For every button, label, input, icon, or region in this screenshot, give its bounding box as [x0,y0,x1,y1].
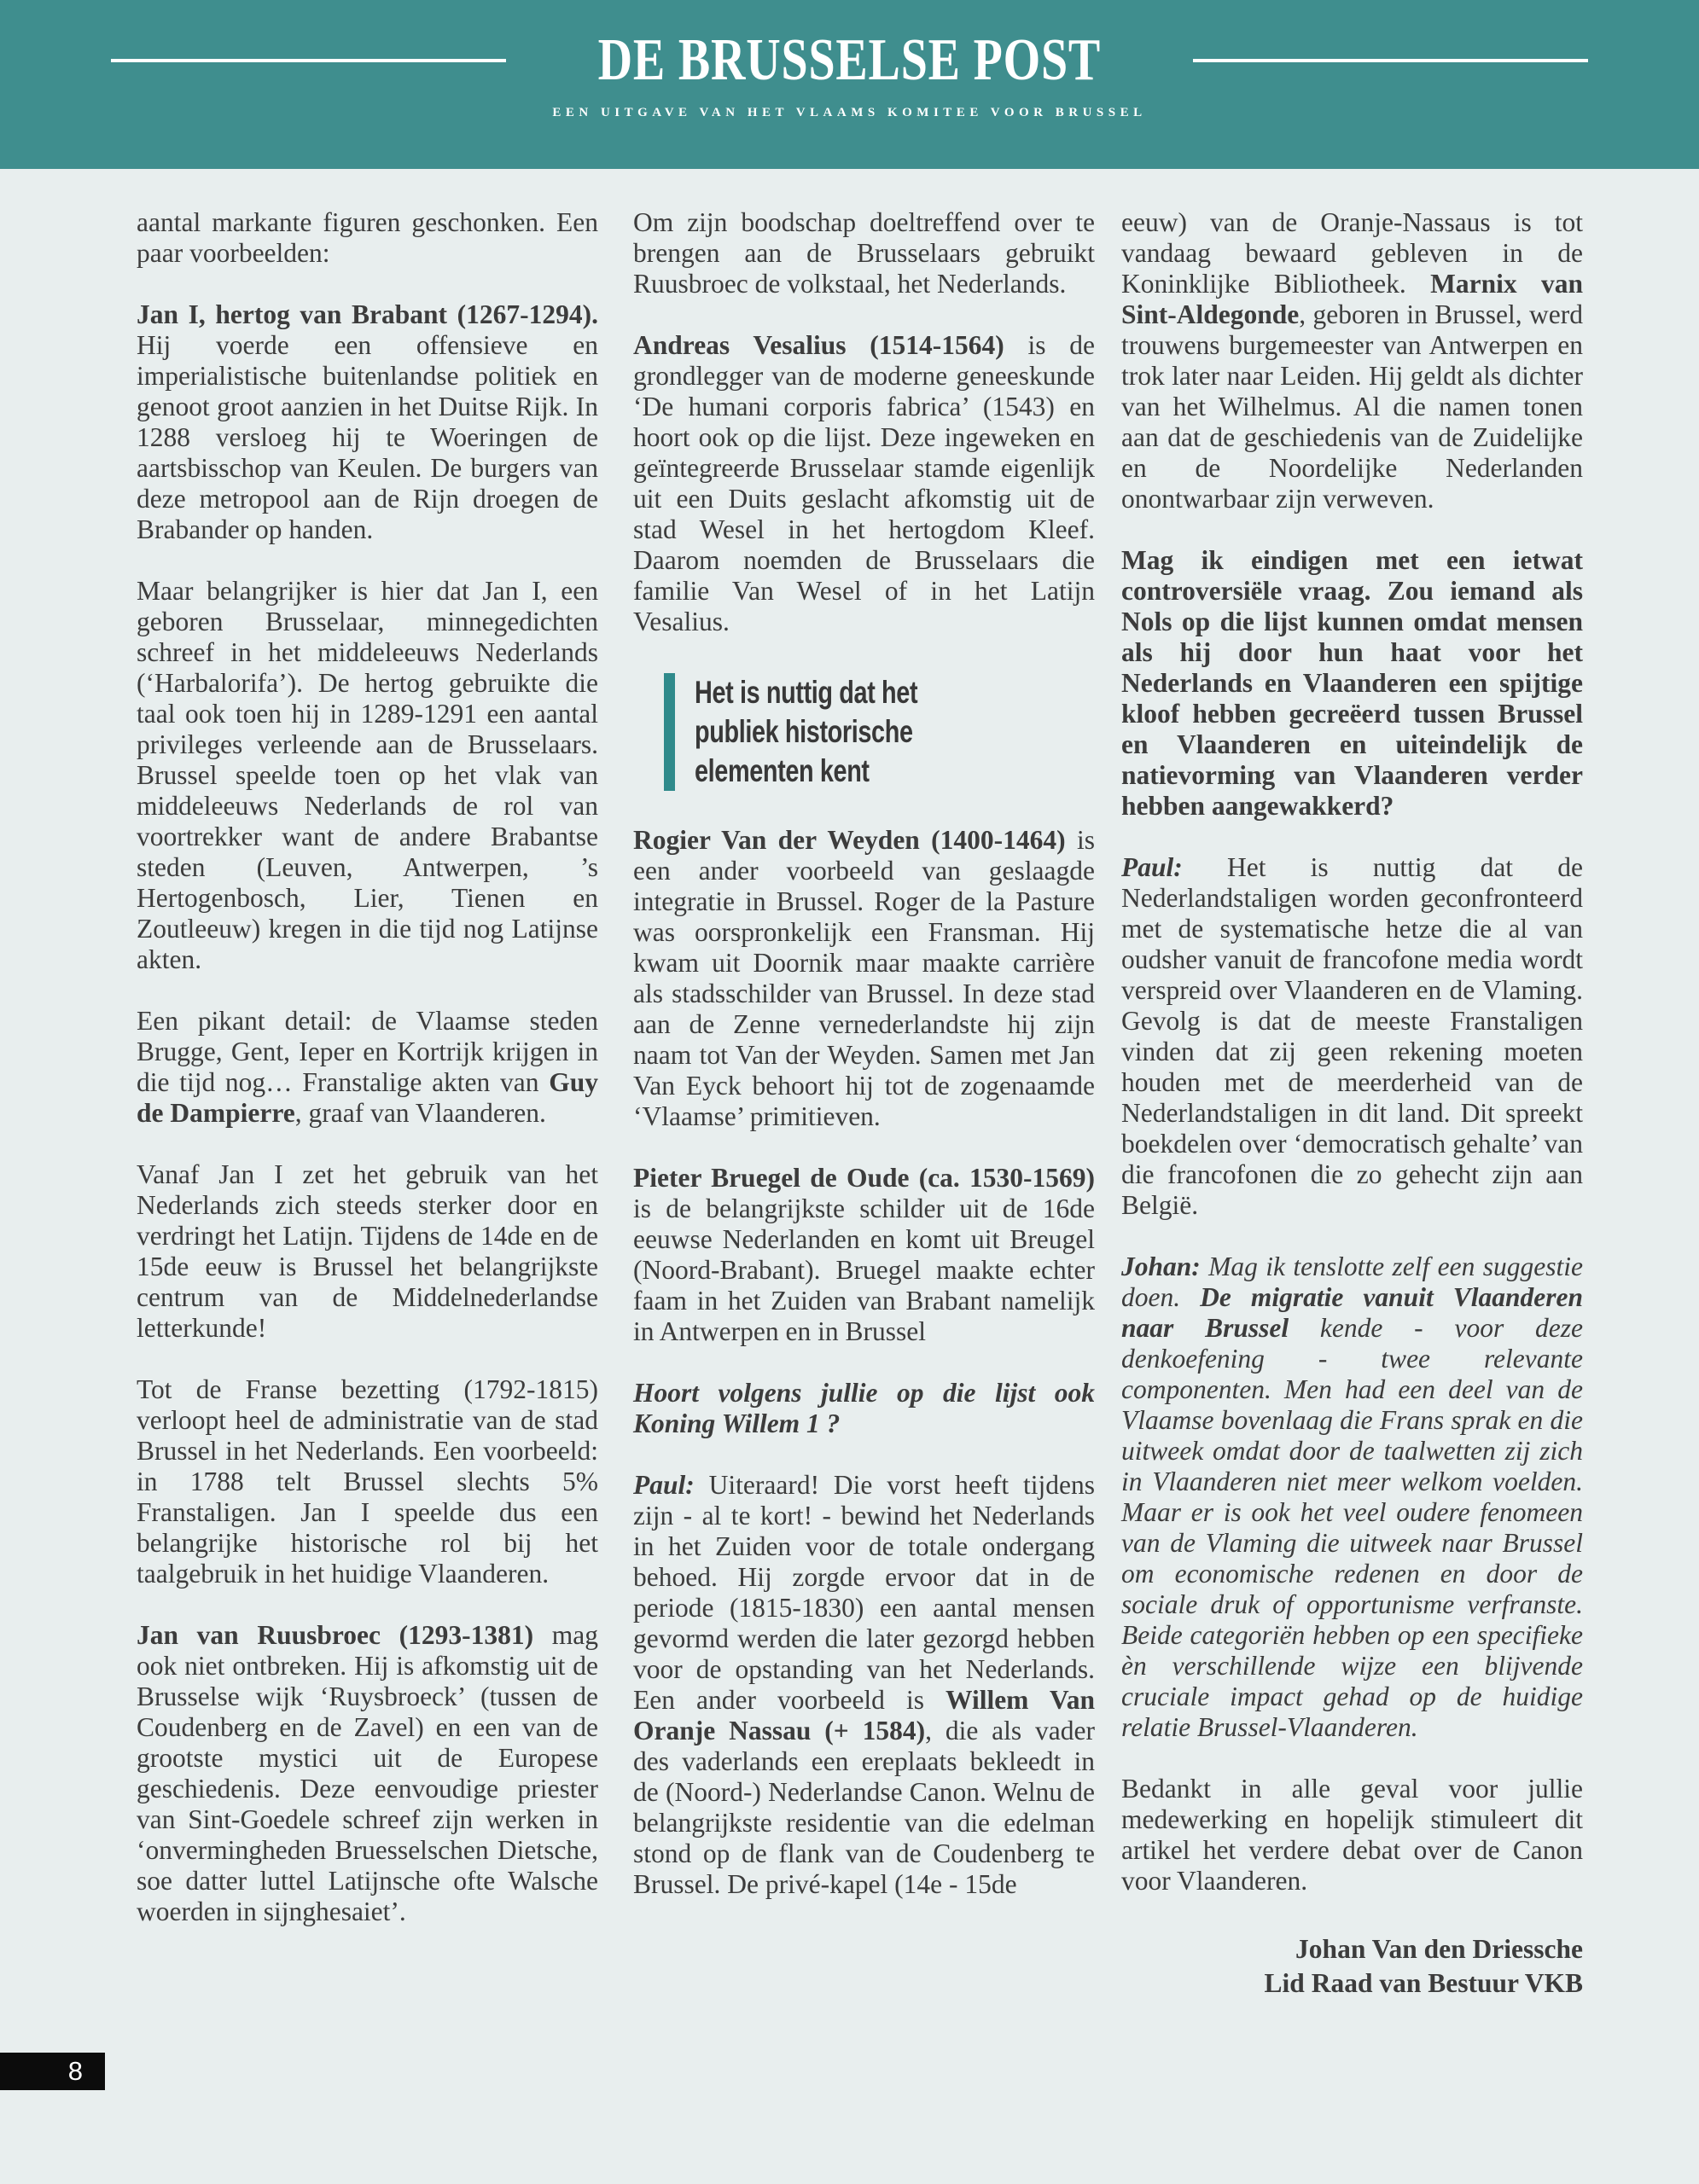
pull-quote-text: Het is nuttig dat het publiek historische elementen kent [695,675,918,788]
text-run: is de belangrijkste schilder uit de 16de eeuwse Nederlanden en komt uit Breugel (Noord-Brabant). Bruegel maakte echter faam in het Zuiden van Brabant namelijk in Antwerpen en in Brussel [633,1194,1095,1346]
signature [1121,1932,1583,2001]
text-run: Mag ik tenslotte zelf een suggestie doen. [1121,1252,1583,1312]
signature-line: Lid Raad van Bestuur VKB [1264,1968,1583,1998]
masthead-rule-left [111,59,506,62]
text-run: Het is nuttig dat de Nederlandstaligen worden geconfronteerd met de systematische hetze die al van oudsher vanuit de francofone media wordt verspreid over Vlaanderen en de Vlaming. Gevolg is dat de meeste Franstaligen vinden dat zij geen rekening moeten houden met de meerderheid van de Nederlandstaligen in dit land. Dit spreekt boekdelen over ‘democratisch gehalte’ van die francofonen die zo gehecht zijn aan België. [1121,852,1583,1220]
text-run: Rogier Van der Weyden (1400-1464) [633,825,1066,855]
paragraph [137,1620,598,1927]
text-run: Andreas Vesalius (1514-1564) [633,330,1004,360]
text-run: is een ander voorbeeld van geslaagde integratie in Brussel. Roger de la Pasture was oorspronkelijk een Fransman. Hij kwam uit Doornik maar maakte carrière als stadsschilder van Brussel. In deze stad aan de Zenne vernederlandste hij zijn naam tot Van der Weyden. Samen met Jan Van Eyck behoort hij tot de zogenaamde ‘Vlaamse’ primitieven. [633,825,1095,1131]
text-run: Pieter Bruegel de Oude (ca. 1530-1569) [633,1163,1095,1193]
text-run: Johan: [1121,1252,1201,1281]
signature-line: Johan Van den Driessche [1295,1934,1583,1964]
paragraph [137,1006,598,1129]
paragraph [137,576,598,975]
text-run: Jan I, hertog van Brabant (1267-1294). [137,299,598,329]
page-title: DE BRUSSELSE POST [597,27,1102,93]
text-run: Bedankt in alle geval voor jullie medewerking en hopelijk stimuleert dit artikel het verdere debat over de Canon voor Vlaanderen. [1121,1774,1583,1896]
text-run: kende - voor deze denkoefening - twee relevante componenten. Men had een deel van de Vlaamse bovenlaag die Frans sprak en die uitweek omdat door de taalwetten zij zich in Vlaanderen niet meer welkom voelden. Maar er is ook het veel oudere fenomeen van de Vlaming die uitweek naar Brussel om economische redenen en door de sociale druk of opportunisme verfranste. Beide categoriën hebben op een specifieke èn verschillende wijze een blijvende cruciale impact gehad op de huidige relatie Brussel-Vlaanderen. [1121,1313,1583,1742]
text-run: eeuw) van de Oranje-Nassaus is tot vandaag bewaard gebleven in de Koninklijke Bibliotheek. [1121,207,1583,299]
pull-quote [664,673,1095,791]
text-run: Een pikant detail: de Vlaamse steden Brugge, Gent, Ieper en Kortrijk krijgen in die tijd nog… Franstalige akten van [137,1006,598,1097]
paragraph [633,1163,1095,1347]
paragraph [633,1378,1095,1439]
paragraph [1121,852,1583,1221]
masthead-subtitle: EEN UITGAVE VAN HET VLAAMS KOMITEE VOOR BRUSSEL [552,106,1147,119]
text-run: aantal markante figuren geschonken. Een paar voorbeelden: [137,207,598,268]
text-run: , die als vader des vaderlands een ereplaats bekleedt in de (Noord-) Nederlandse Canon. Welnu de belangrijkste residentie van die edelman stond op de flank van de Coudenberg te Brussel. De privé-kapel (14e - 15de [633,1716,1095,1899]
text-run: Maar belangrijker is hier dat Jan I, een geboren Brusselaar, minnegedichten schreef in het middeleeuws Nederlands (‘Harbalorifa’). De hertog gebruikte die taal ook toen hij in 1289-1291 een aantal privileges verleende aan de Brusselaars. Brussel speelde toen op het vlak van middeleeuws Nederlands de rol van voortrekker want de andere Brabantse steden (Leuven, Antwerpen, ’s Hertogenbosch, Lier, Tienen en Zoutleeuw) kregen in die tijd nog Latijnse akten. [137,576,598,974]
masthead [0,0,1699,169]
paragraph [137,299,598,545]
text-run: Tot de Franse bezetting (1792-1815) verloopt heel de administratie van de stad Brussel in het Nederlands. Een voorbeeld: in 1788 telt Brussel slechts 5% Franstaligen. Jan I speelde dus een belangrijke historische rol bij het taalgebruik in het huidige Vlaanderen. [137,1374,598,1589]
page-number-box [0,2053,105,2090]
text-run: Mag ik eindigen met een ietwat controversiële vraag. Zou iemand als Nols op die lijst kunnen omdat mensen als hij door hun haat voor het Nederlands en Vlaanderen een spijtige kloof hebben gecreëerd tussen Brussel en Vlaanderen en uiteindelijk de natievorming van Vlaanderen verder hebben aangewakkerd? [1121,545,1583,821]
text-run: is de grondlegger van de moderne geneeskunde ‘De humani corporis fabrica’ (1543) en hoort ook op die lijst. Deze ingeweken en geïntegreerde Brusselaar stamde eigenlijk uit een Duits geslacht afkomstig uit de stad Wesel in het hertogdom Kleef. Daarom noemden de Brusselaars die familie Van Wesel of in het Latijn Vesalius. [633,330,1095,636]
text-run: Guy de Dampierre [137,1067,598,1128]
text-run: , graaf van Vlaanderen. [294,1098,546,1128]
pull-quote-bar [664,673,675,791]
paragraph [633,825,1095,1132]
paragraph [1121,545,1583,822]
article-column-2 [633,207,1095,1900]
text-run: , geboren in Brussel, werd trouwens burgemeester van Antwerpen en trok later naar Leiden. Hij geldt als dichter van het Wilhelmus. Al die namen tonen aan dat de geschiedenis van de Zuidelijke en de Noordelijke Nederlanden onontwarbaar zijn verweven. [1121,299,1583,514]
paragraph [137,1159,598,1344]
paragraph [633,207,1095,299]
paragraph [1121,207,1583,514]
page-number: 8 [67,2056,83,2086]
paragraph [633,330,1095,637]
paragraph [633,1470,1095,1900]
text-run: Willem Van Oranje Nassau (+ 1584) [633,1685,1096,1745]
paragraph [137,1374,598,1589]
text-run: De migratie vanuit Vlaanderen naar Brussel [1121,1282,1583,1343]
masthead-title-row [111,0,1588,93]
paragraph [1121,1774,1583,1896]
article-column-1 [137,207,598,1927]
text-run: Hoort volgens jullie op die lijst ook Koning Willem 1 ? [633,1378,1095,1438]
text-run: mag ook niet ontbreken. Hij is afkomstig uit de Brusselse wijk ‘Ruysbroeck’ (tussen de Coudenberg en de Zavel) en een van de grootste mystici uit de Europese geschiedenis. Deze eenvoudige priester van Sint-Goedele schreef zijn werken in ‘onvermingheden Bruesselschen Dietsche, soe datter luttel Latijnsche ofte Walsche woerden in sijnghesaiet’. [137,1620,598,1926]
masthead-rule-right [1193,59,1588,62]
paragraph [1121,1252,1583,1743]
text-run: Uiteraard! Die vorst heeft tijdens zijn - al te kort! - bewind het Nederlands in het Zuiden voor de totale ondergang behoed. Hij zorgde ervoor dat in de periode (1815-1830) een aantal mensen gevormd werden die later gezorgd hebben voor de opstanding van het Nederlands. Een ander voorbeeld is [633,1470,1095,1715]
text-run: Marnix van Sint-Aldegonde [1121,269,1583,329]
text-run: Hij voerde een offensieve en imperialistische buitenlandse politiek en genoot groot aanzien in het Duitse Rijk. In 1288 versloeg hij te Woeringen de aartsbisschop van Keulen. De burgers van deze metropool aan de Rijn droegen de Brabander op handen. [137,330,598,544]
text-run: Om zijn boodschap doeltreffend over te brengen aan de Brusselaars gebruikt Ruusbroec de volkstaal, het Nederlands. [633,207,1095,299]
text-run: Jan van Ruusbroec (1293-1381) [137,1620,534,1650]
text-run: Paul: [1121,852,1183,882]
text-run: Paul: [633,1470,695,1500]
paragraph [137,207,598,269]
article-column-3 [1121,207,1583,2001]
text-run: Vanaf Jan I zet het gebruik van het Nederlands zich steeds sterker door en verdringt het Latijn. Tijdens de 14de en de 15de eeuw is Brussel het belangrijkste centrum van de Middelnederlandse letterkunde! [137,1159,598,1343]
